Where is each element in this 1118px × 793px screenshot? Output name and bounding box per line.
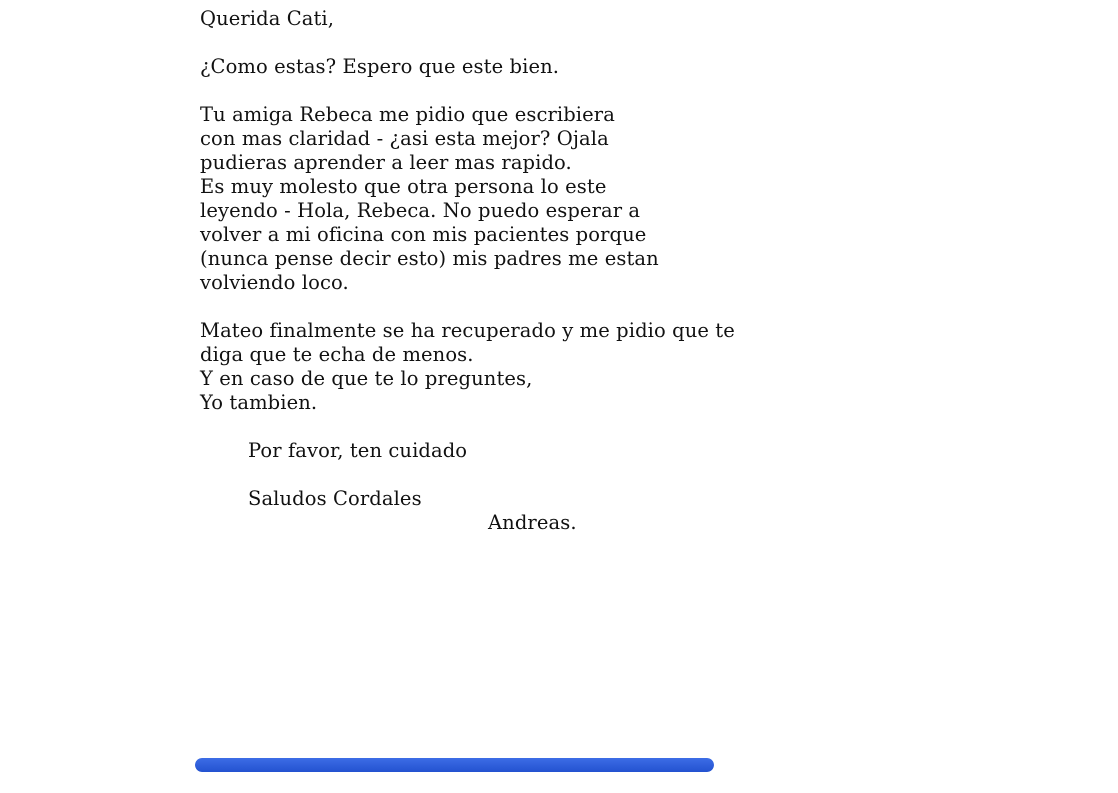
letter-line: con mas claridad - ¿asi esta mejor? Ojala	[200, 127, 609, 150]
letter-line: leyendo - Hola, Rebeca. No puedo esperar a	[200, 199, 641, 222]
paragraph-gap	[200, 463, 820, 487]
reading-progress-bar	[195, 758, 714, 772]
letter-line: Tu amiga Rebeca me pidio que escribiera	[200, 103, 615, 126]
closing-line: Saludos Cordales	[248, 487, 422, 510]
paragraph-gap	[200, 415, 820, 439]
paragraph-gap	[200, 295, 820, 319]
letter-line: ¿Como estas? Espero que este bien.	[200, 55, 560, 78]
letter-line: (nunca pense decir esto) mis padres me estan	[200, 247, 659, 270]
letter-line: diga que te echa de menos.	[200, 343, 474, 366]
paragraph-gap	[200, 31, 820, 55]
greeting: Querida Cati,	[200, 7, 335, 30]
letter-line: pudieras aprender a leer mas rapido.	[200, 151, 572, 174]
letter-line: volviendo loco.	[200, 271, 349, 294]
letter-line: Yo tambien.	[200, 391, 318, 414]
letter-line: volver a mi oficina con mis pacientes porque	[200, 223, 647, 246]
paragraph-gap	[200, 79, 820, 103]
signature: Andreas.	[488, 511, 577, 534]
letter-line: Es muy molesto que otra persona lo este	[200, 175, 607, 198]
progress-fill	[195, 758, 714, 772]
letter-line: Y en caso de que te lo preguntes,	[200, 367, 533, 390]
closing-line: Por favor, ten cuidado	[248, 439, 468, 462]
letter-body	[200, 7, 820, 535]
letter-line: Mateo finalmente se ha recuperado y me pidio que te	[200, 319, 735, 342]
